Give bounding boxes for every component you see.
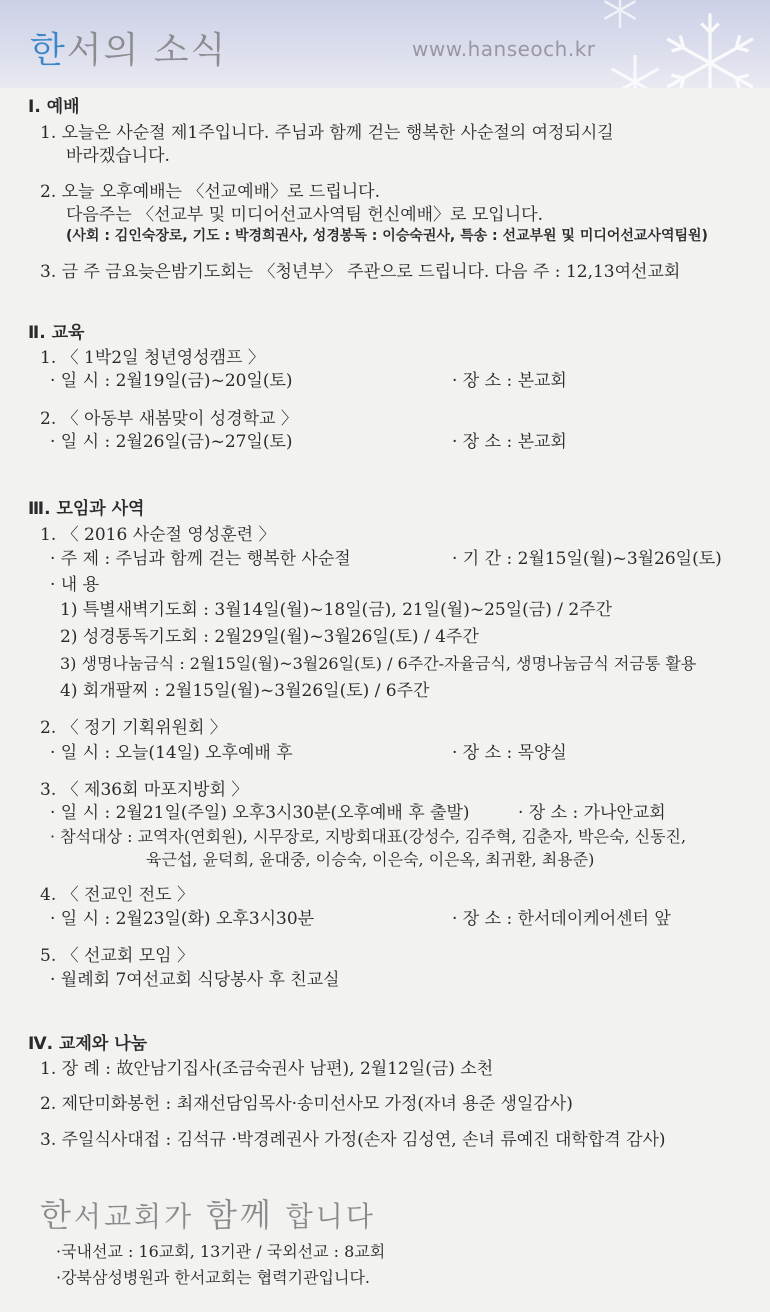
ministry-item-4: 4. 〈 전교인 전도 〉: [40, 885, 194, 905]
ministry-item-1-detail-3: 3) 생명나눔금식 : 2월15일(월)~3월26일(토) / 6주간-자율금식, 생명나눔금식 저금통 활용: [60, 654, 697, 673]
footer-heading-part-2: 서교회가: [73, 1200, 207, 1233]
ministry-item-3-date: · 일 시 : 2월21일(주일) 오후3시30분(오후예배 후 출발): [50, 803, 470, 823]
worship-item-2-roles: (사회 : 김인숙장로, 기도 : 박경희권사, 성경봉독 : 이승숙권사, 특송 : 선교부원 및 미디어선교사역팀원): [66, 228, 708, 244]
education-item-2-date: · 일 시 : 2월26일(금)~27일(토): [50, 432, 293, 452]
title-rest: 서의 소식: [66, 30, 228, 71]
ministry-item-1-theme: · 주 제 : 주님과 함께 걷는 행복한 사순절: [50, 549, 351, 569]
ministry-item-5: 5. 〈 선교회 모임 〉: [40, 946, 194, 966]
footer-heading: [40, 1196, 376, 1236]
header-banner: [0, 0, 770, 88]
snowflake-icon: [605, 52, 665, 88]
footer-line-1: ·국내선교 : 16교회, 13기관 / 국외선교 : 8교회: [56, 1242, 386, 1261]
ministry-item-2: 2. 〈 정기 기획위원회 〉: [40, 718, 227, 738]
footer-heading-part-1: 한: [40, 1196, 74, 1234]
education-item-1: 1. 〈 1박2일 청년영성캠프 〉: [40, 348, 265, 368]
ministry-item-4-place: · 장 소 : 한서데이케어센터 앞: [452, 909, 671, 929]
ministry-item-3-attendees: · 참석대상 : 교역자(연회원), 시무장로, 지방회대표(강성수, 김주혁, 김춘자, 박은숙, 신동진,: [50, 827, 687, 846]
ministry-item-2-date: · 일 시 : 오늘(14일) 오후예배 후: [50, 743, 293, 763]
worship-item-2-next: 다음주는 〈선교부 및 미디어선교사역팀 헌신예배〉로 모입니다.: [66, 205, 543, 225]
title-accent: 한: [30, 30, 67, 71]
ministry-item-2-place: · 장 소 : 목양실: [452, 743, 567, 763]
ministry-item-1-detail-1: 1) 특별새벽기도회 : 3월14일(월)~18일(금), 21일(월)~25일(금) / 2주간: [60, 600, 613, 620]
ministry-item-1-period: · 기 간 : 2월15일(월)~3월26일(토): [452, 549, 722, 569]
fellowship-item-2: 2. 제단미화봉헌 : 최재선담임목사·송미선사모 가정(자녀 용준 생일감사): [40, 1094, 573, 1114]
ministry-item-5-note: · 월례회 7여선교회 식당봉사 후 친교실: [50, 970, 340, 990]
fellowship-item-3: 3. 주일식사대접 : 김석규 ·박경례권사 가정(손자 김성연, 손녀 류예진 대학합격 감사): [40, 1130, 666, 1150]
ministry-item-4-date: · 일 시 : 2월23일(화) 오후3시30분: [50, 909, 315, 929]
website-url[interactable]: www.hanseoch.kr: [412, 37, 596, 61]
ministry-item-1-detail-2: 2) 성경통독기도회 : 2월29일(월)~3월26일(토) / 4주간: [60, 627, 479, 647]
fellowship-item-1: 1. 장 례 : 故안남기집사(조금숙권사 남편), 2월12일(금) 소천: [40, 1059, 494, 1079]
worship-item-3: 3. 금 주 금요늦은밤기도회는 〈청년부〉 주관으로 드립니다. 다음 주 : 12,13여선교회: [40, 262, 681, 282]
worship-item-1-cont: 바라겠습니다.: [66, 146, 170, 166]
footer-line-2: ·강북삼성병원과 한서교회는 협력기관입니다.: [56, 1268, 371, 1287]
newsletter-title: [30, 22, 227, 73]
ministry-item-3: 3. 〈 제36회 마포지방회 〉: [40, 780, 249, 800]
ministry-item-3-attendees-cont: 육근섭, 윤덕희, 윤대중, 이승숙, 이은숙, 이은옥, 최귀환, 최용준): [146, 850, 595, 869]
worship-item-1: 1. 오늘은 사순절 제1주입니다. 주님과 함께 걷는 행복한 사순절의 여정되시길: [40, 123, 614, 143]
snowflake-icon: [655, 8, 765, 88]
education-item-1-date: · 일 시 : 2월19일(금)~20일(토): [50, 371, 293, 391]
section-ministry-title: Ⅲ. 모임과 사역: [28, 499, 145, 519]
section-fellowship-title: Ⅳ. 교제와 나눔: [28, 1034, 148, 1054]
ministry-item-1-detail-4: 4) 회개팔찌 : 2월15일(월)~3월26일(토) / 6주간: [60, 681, 430, 701]
ministry-item-3-place: · 장 소 : 가나안교회: [518, 803, 666, 823]
worship-item-2: 2. 오늘 오후예배는 〈선교예배〉로 드립니다.: [40, 182, 380, 202]
section-worship-title: Ⅰ. 예배: [28, 97, 80, 117]
education-item-2: 2. 〈 아동부 새봄맞이 성경학교 〉: [40, 409, 298, 429]
ministry-item-1: 1. 〈 2016 사순절 영성훈련 〉: [40, 525, 276, 545]
education-item-2-place: · 장 소 : 본교회: [452, 432, 567, 452]
footer-heading-part-4: 합니다: [273, 1200, 376, 1233]
snowflake-icon: [600, 0, 640, 30]
education-item-1-place: · 장 소 : 본교회: [452, 371, 567, 391]
footer-heading-part-3: 함께: [206, 1196, 274, 1234]
ministry-item-1-content-label: · 내 용: [50, 575, 100, 595]
section-education-title: Ⅱ. 교육: [28, 323, 85, 343]
